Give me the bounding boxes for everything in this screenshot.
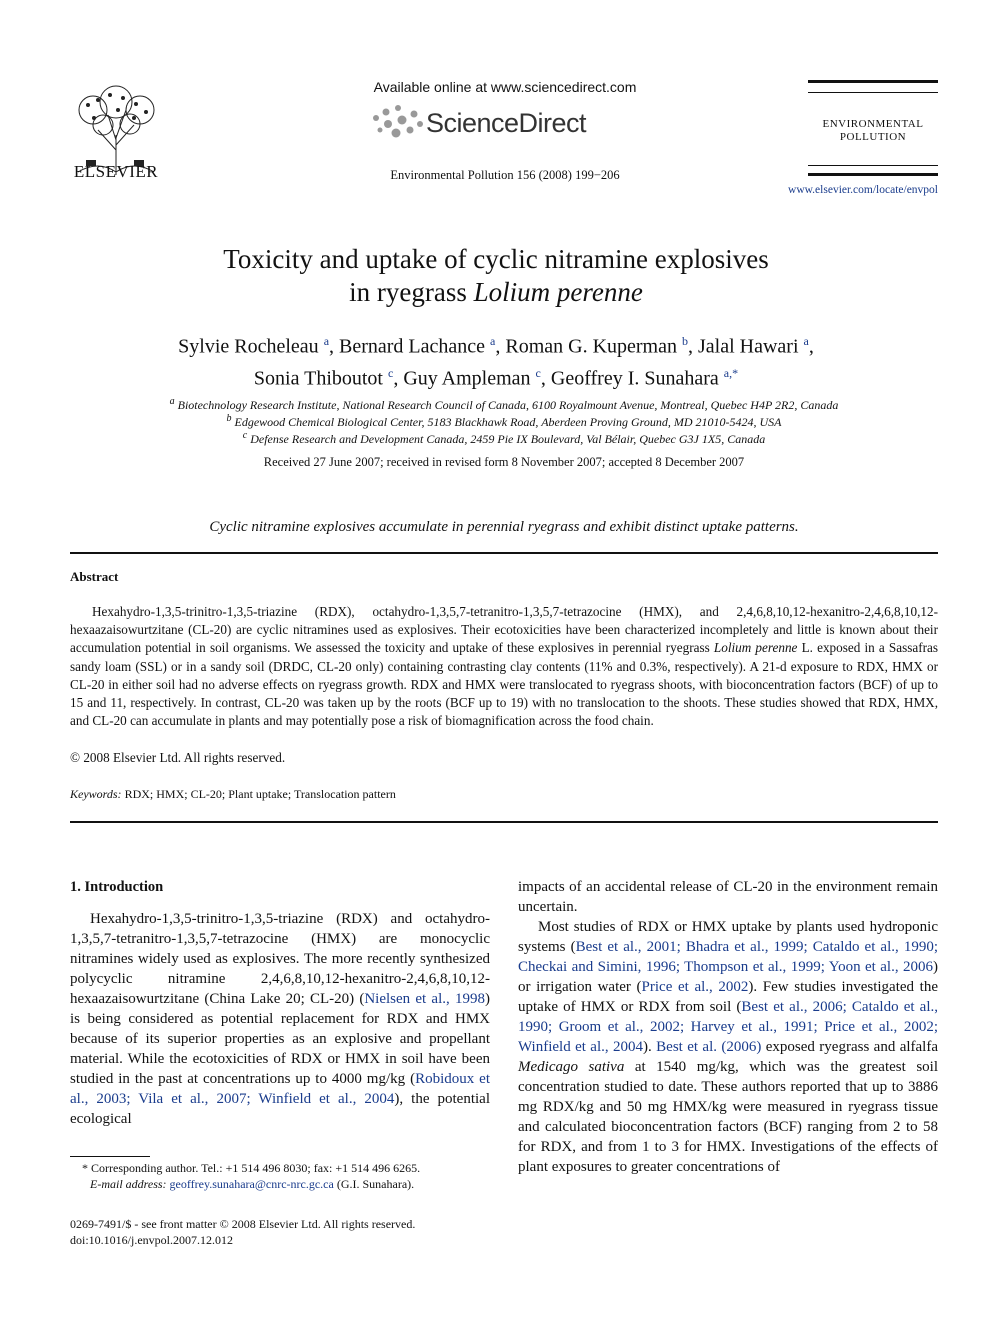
journal-logo-line2: POLLUTION [839,131,907,143]
received-dates: Received 27 June 2007; received in revised form 8 November 2007; accepted 8 December 2007 [263,455,745,469]
title-line2 [120,276,872,309]
email-link[interactable]: geoffrey.sunahara@cnrc-nrc.gc.ca [169,1177,334,1191]
aff-text: Biotechnology Research Institute, National Research Council of Canada, 6100 Royalmount Avenue, Montreal, Quebec H4P 2R2, Canada [177,398,839,412]
intro-paragraph-2 [518,917,938,1177]
abstract-text-1: Hexahydro-1,3,5-trinitro-1,3,5-triazine (RDX), octahydro-1,3,5,7-tetranitro-1,3,5,7-tetrazocine (HMX), and 2,4,6,8,10,12-hexanitro-2,4,6,8,10,12-hexaazaisowurtzitane (CL-20) are cyclic nitramines used as explosives. Their ecotoxicities have been characterized incompletely and little is known about their accumulation potential in soil organisms. We assessed the toxicity and uptake of these explosives in perennial ryegrass [70,604,938,656]
available-online: Available online at www.sciencedirect.com [373,79,637,95]
intro-paragraph-continued: impacts of an accidental release of CL-20 in the environment remain uncertain. [518,879,938,915]
article-highlight: Cyclic nitramine explosives accumulate in perennial ryegrass and exhibit distinct uptake patterns. [209,519,799,535]
affiliation-c [70,428,938,447]
article-title [120,243,872,309]
abstract-heading: Abstract [70,569,119,584]
text: ). Few studies investigated the uptake of HMX or RDX from soil ( [518,979,938,1015]
issn-line: 0269-7491/$ - see front matter © 2008 Elsevier Ltd. All rights reserved. [70,1217,416,1231]
citation-link[interactable]: Best et al., 2006; Cataldo et al., 1990; Groom et al., 2002; Harvey et al., 1991; Price et al., 2002; Winfield et al., 2004 [518,999,938,1055]
journal-logo-rule-top-thin [808,92,938,93]
author-separator: , [329,335,340,358]
text: exposed ryegrass and alfalfa [761,1039,938,1055]
email-label: E-mail address: [90,1177,167,1191]
journal-logo-rule-bottom-thin [808,165,938,166]
doi-line: doi:10.1016/j.envpol.2007.12.012 [70,1233,233,1247]
citation-link[interactable]: Price et al., 2002 [641,979,749,995]
author-separator: , [808,335,814,358]
journal-logo-rule-top [808,80,938,83]
author-name: Bernard Lachance [339,335,491,358]
aff-text: Defense Research and Development Canada, 2459 Pie IX Boulevard, Val Bélair, Quebec G3J 1X5, Canada [250,432,766,446]
corresponding-author: * Corresponding author. Tel.: +1 514 496 8030; fax: +1 514 496 6265. [82,1161,421,1175]
aff-sup: c [242,430,248,441]
email-line [70,1176,490,1192]
author-name: Geoffrey I. Sunahara [550,367,724,390]
sciencedirect-brand: ScienceDirect [426,108,587,138]
body-column-left [70,877,490,1129]
journal-logo [808,118,938,144]
citation-link[interactable]: Robidoux et al., 2003; Vila et al., 2007; Winfield et al., 2004 [70,1071,491,1107]
author-affiliation-link[interactable]: c [535,365,541,380]
text: at 1540 mg/kg, which was the greatest soil concentration studied to date. These authors reported that up to 3886 mg RDX/kg and 50 mg HMX/kg were measured in ryegrass tissue and calculated bioconcentration factors (BCF) ranging from 2 to 58 for RDX, and from 1 to 3 for HMX. Investigations of the effects of plant exposures to greater concentrations of [518,1059,938,1175]
author-affiliation-link[interactable]: a [490,334,496,348]
journal-logo-rule-bottom [808,173,938,176]
citation-link[interactable]: Best et al., 2001; Bhadra et al., 1999; Cataldo et al., 1990; Checkai and Simini, 1996; Thompson et al., 1999; Yoon et al., 2006 [518,939,939,975]
author-affiliation-link[interactable]: c [388,365,394,380]
author-separator: , [540,367,551,390]
section-heading-introduction: 1. Introduction [70,879,164,895]
footnote-rule [70,1156,150,1157]
abstract-rule-top [70,552,938,554]
author-line2 [110,360,882,392]
text: Hexahydro-1,3,5-trinitro-1,3,5-triazine (RDX) and octahydro-1,3,5,7-tetranitro-1,3,5,7-tetrazocine (HMX) are monocyclic nitramines widely used as explosives. The more recently synthesized polycyclic nitramine 2,4,6,8,10,12-hexanitro-2,4,6,8,10,12-hexaazaisowurtzitane (China Lake 20; CL-20) ( [70,911,490,1007]
journal-url-link[interactable]: www.elsevier.com/locate/envpol [788,184,938,196]
author-affiliation-link[interactable]: a [803,334,809,348]
author-affiliation-link[interactable]: a,* [723,365,739,380]
author-separator: , [393,367,404,390]
author-separator: , [688,335,698,358]
abstract-text-2: L. exposed in a Sassafras sandy loam (SSL) or in a sandy soil (DRDC, CL-20 only) containing contrasting clay contents (11% and 0.3%, respectively). A 21-d exposure to RDX, HMX or CL-20 in either soil had no adverse effects on ryegrass growth. RDX and HMX were translocated to ryegrass shoots, with bioconcentration factors (BCF) of up to 15 and 11, respectively. In contrast, CL-20 was taken up by the roots (BCF up to 19) with no translocation to the shoots. These studies showed that RDX, HMX, and CL-20 can accumulate in plants and may potentially pose a risk of biomagnification across the food chain. [70,640,939,729]
text: Most studies of RDX or HMX uptake by plants used hydroponic systems ( [518,919,938,955]
author-name: Jalal Hawari [698,335,804,358]
keywords-label: Keywords: [70,787,122,801]
body-column-right [518,877,938,1177]
aff-sup: a [169,396,175,407]
citation-link[interactable]: Best et al. (2006) [656,1039,762,1055]
journal-logo-line1: ENVIRONMENTAL [822,118,924,130]
abstract-body [70,603,938,730]
text: ) is being considered as potential replacement for RDX and HMX because of its superior properties as an explosive and propellant material. While the ecotoxicities of RDX or HMX in soil have been studied in the past at concentrations up to 4000 mg/kg ( [70,991,490,1087]
title-line1: Toxicity and uptake of cyclic nitramine explosives [223,244,769,274]
publisher-name: ELSEVIER [73,162,159,181]
footnote [70,1160,490,1192]
author-name: Sonia Thiboutot [253,367,388,390]
aff-text: Edgewood Chemical Biological Center, 5183 Blackhawk Road, Aberdeen Proving Ground, MD 21010-5424, USA [234,415,782,429]
author-list [110,328,882,391]
author-affiliation-link[interactable]: a [323,334,330,348]
abstract-rule-bottom [70,821,938,823]
aff-sup: b [226,413,232,424]
author-name: Guy Ampleman [403,367,536,390]
author-line1 [110,328,882,360]
citation-link[interactable]: Nielsen et al., 1998 [364,991,485,1007]
text: ) or irrigation water ( [518,959,938,995]
author-separator: , [495,335,506,358]
author-name: Roman G. Kuperman [505,335,682,358]
title-species: Lolium perenne [473,277,643,307]
title-line2-prefix: in ryegrass [349,277,474,307]
abstract-species: Lolium perenne [713,640,798,656]
intro-paragraph-1 [70,909,490,1129]
issn-block [70,1216,490,1248]
keywords-list: RDX; HMX; CL-20; Plant uptake; Translocation pattern [121,787,396,801]
journal-citation: Environmental Pollution 156 (2008) 199−206 [390,168,620,182]
author-name: Sylvie Rocheleau [178,335,324,358]
text: ). [643,1039,657,1055]
text: ), the potential ecological [70,1091,490,1127]
abstract-copyright: © 2008 Elsevier Ltd. All rights reserved. [70,750,286,765]
keywords [70,787,396,802]
email-suffix: (G.I. Sunahara). [333,1177,415,1191]
author-affiliation-link[interactable]: b [682,334,688,348]
species-name: Medicago sativa [518,1059,625,1075]
